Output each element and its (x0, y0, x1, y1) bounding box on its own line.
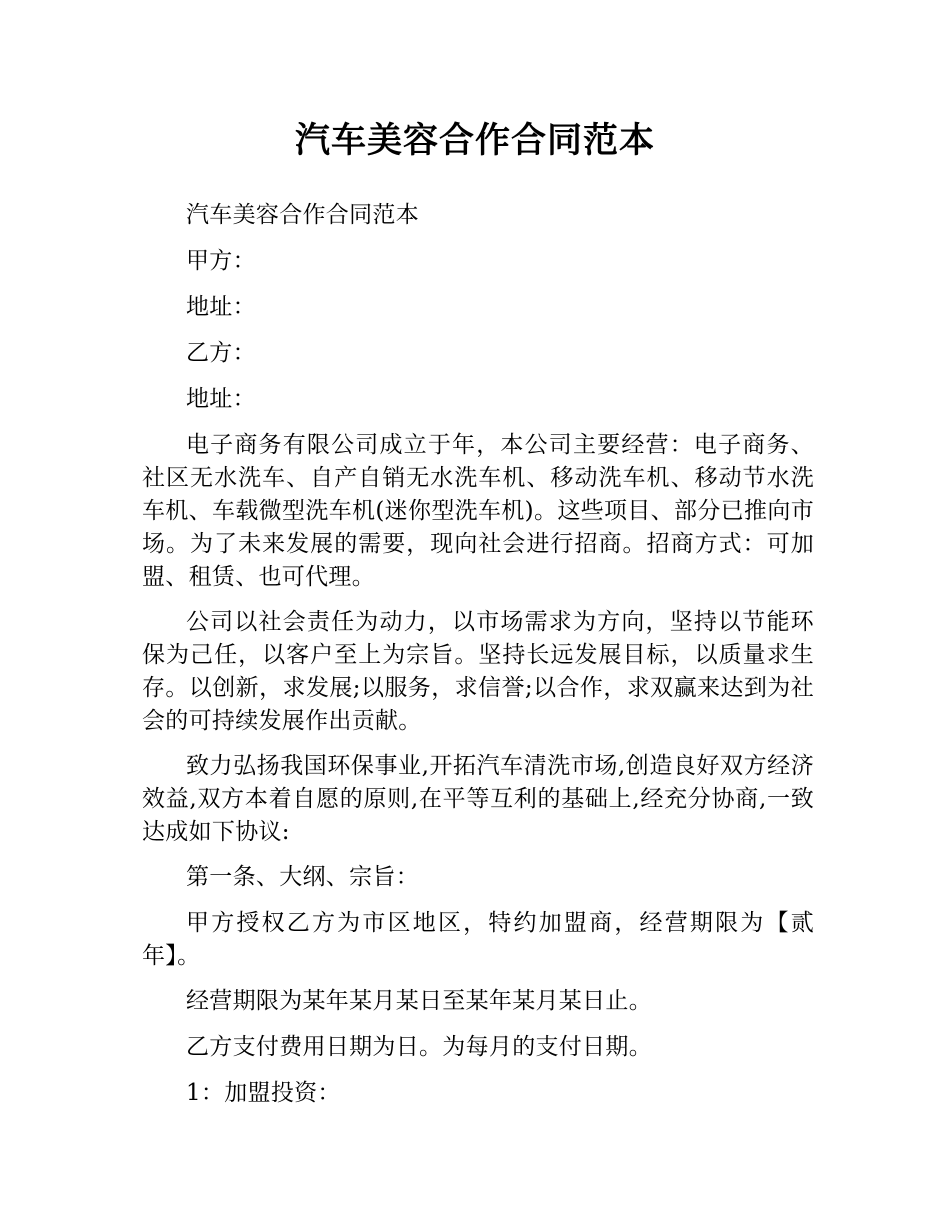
paragraph-agreement-intro: 致力弘扬我国环保事业,开拓汽车清洗市场,创造良好双方经济效益,双方本着自愿的原则,在平等互利的基础上,经充分协商,一致达成如下协议: (142, 753, 814, 845)
paragraph-party-b: 乙方： (186, 340, 256, 366)
paragraph-company-mission: 公司以社会责任为动力，以市场需求为方向，坚持以节能环保为己任，以客户至上为宗旨。坚持长远发展目标，以质量求生存。以创新，求发展;以服务，求信誉;以合作，求双赢来达到为社会的可持续发展作出贡献。 (142, 609, 814, 734)
paragraph-subtitle: 汽车美容合作合同范本 (186, 202, 419, 228)
paragraph-authorization: 甲方授权乙方为市区地区，特约加盟商，经营期限为【贰年】。 (142, 910, 814, 969)
paragraph-party-a: 甲方： (186, 248, 256, 274)
document-title: 汽车美容合作合同范本 (294, 121, 655, 161)
paragraph-franchise-investment: 1：加盟投资： (186, 1080, 341, 1106)
paragraph-article-one: 第一条、大纲、宗旨： (186, 864, 419, 890)
paragraph-address-b: 地址： (186, 386, 256, 412)
document-body (142, 199, 814, 1123)
paragraph-address-a: 地址： (186, 294, 256, 320)
paragraph-term: 经营期限为某年某月某日至某年某月某日止。 (186, 988, 652, 1014)
paragraph-payment-date: 乙方支付费用日期为日。为每月的支付日期。 (186, 1034, 652, 1060)
paragraph-company-intro: 电子商务有限公司成立于年，本公司主要经营：电子商务、社区无水洗车、自产自销无水洗车机、移动洗车机、移动节水洗车机、车载微型洗车机(迷你型洗车机)。这些项目、部分已推向市场。为了未来发展的需要，现向社会进行招商。招商方式：可加盟、租赁、也可代理。 (142, 432, 814, 590)
